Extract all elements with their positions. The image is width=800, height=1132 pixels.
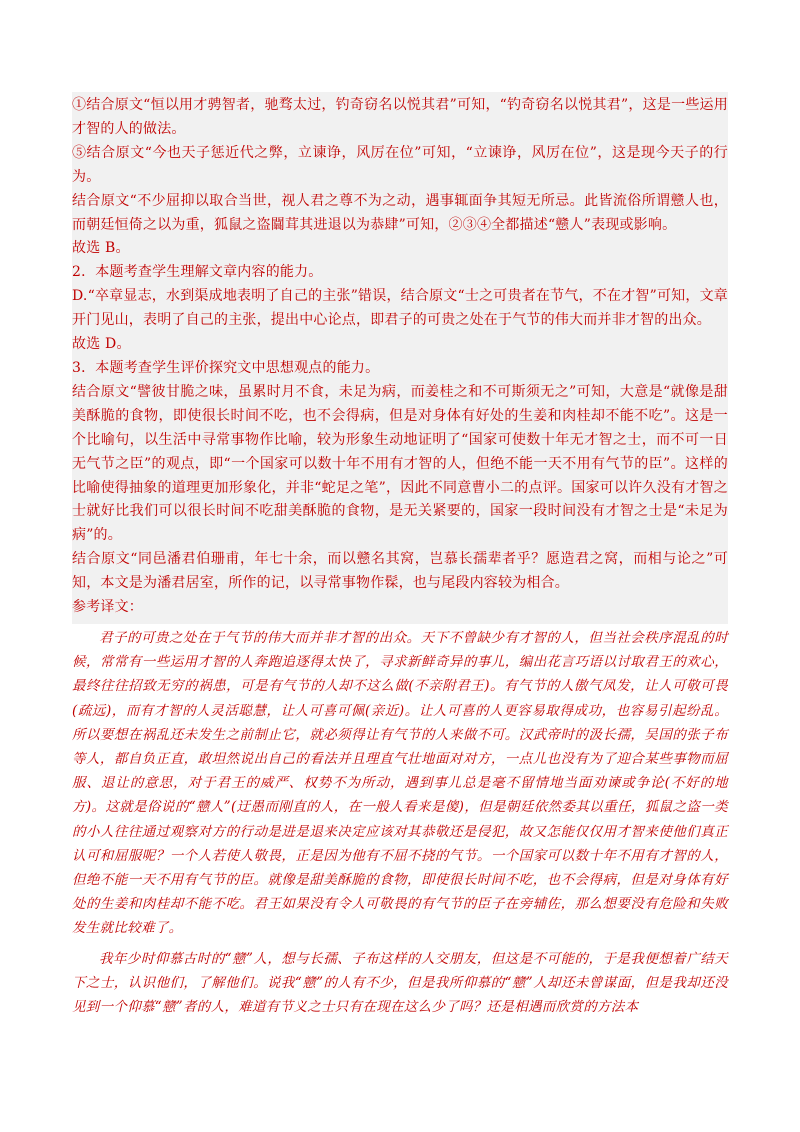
translation-paragraph: 君子的可贵之处在于气节的伟大而并非才智的出众。天下不曾缺少有才智的人，但当社会秩序混乱的时候，常常有一些运用才智的人奔跑追逐得太快了，寻求新鲜奇异的事儿，编出花言巧语以讨取君王的欢心，最终往往招致无穷的祸患，可是有气节的人却不这么做(不亲附君王)。有气节的人傲气凤发，让人可敬可畏(疏远)，而有才智的人灵活聪慧，让人可喜可佩(亲近)。让人可喜的人更容易取得成功，也容易引起纷乱。所以要想在祸乱还未发生之前制止它，就必须得让有气节的人来做不可。汉武帝时的汲长孺，吴国的张子布等人，都自负正直，敢坦然说出自己的看法并且理直气壮地面对对方，一点儿也没有为了迎合某些事物而屈服、退让的意思，对于君王的威严、权势不为所动，遇到事儿总是毫不留情地当面劝谏或争论(不好的地方)。这就是俗说的“戆人”(迂愚而刚直的人，在一般人看来是傻)，但是朝廷依然委其以重任，狐鼠之盗一类的小人往往通过观察对方的行动是进是退来决定应该对其恭敬还是侵犯，故又怎能仅仅用才智来使他们真正认可和屈服呢？一个人若使人敬畏，正是因为他有不屈不挠的气节。一个国家可以数十年不用有才智的人，但绝不能一天不用有气节的臣。就像是甜美酥脆的食物，即使很长时间不吃，也不会得病，但是对身体有好处的生姜和肉桂却不能不吃。君王如果没有令人可敬畏的有气节的臣子在旁辅佐，那么想要没有危险和失败发生就比较难了。 [72,629,728,937]
analysis-line: D.“卒章显志，水到渠成地表明了自己的主张”错误，结合原文“士之可贵者在节气，不在才智”可知，文章开门见山，表明了自己的主张，提出中心论点，即君子的可贵之处在于气节的伟大而并非才智的出众。 [72,288,728,329]
document-page [72,92,728,1019]
analysis-line: ⑤结合原文“今也天子惩近代之弊，立谏诤，风厉在位”可知，“立谏诤，风厉在位”，这是现今天子的行为。 [72,144,728,185]
reference-translation [72,626,728,1019]
translation-heading: 参考译文： [72,599,143,616]
analysis-line: 结合原文“同邑潘君伯珊甫，年七十余，而以戆名其窝，岂慕长孺辈者乎？愿造君之窝，而相与论之”可知，本文是为潘君居室，所作的记，以寻常事物作髹，也与尾段内容较为相合。 [72,551,728,592]
answer-line: 故选 D。 [72,336,131,353]
answer-line: 故选 B。 [72,240,130,257]
question-heading: 2．本题考查学生理解文章内容的能力。 [72,264,323,281]
analysis-line: ①结合原文“恒以用才骋智者，驰骛太过，钓奇窃名以悦其君”可知，“钓奇窃名以悦其君”，这是一些运用才智的人的做法。 [72,97,728,137]
analysis-line: 结合原文“不少屈抑以取合当世，视人君之尊不为之动，遇事辄面争其短无所忌。此皆流俗所谓戆人也，而朝廷恒倚之以为重，狐鼠之盗闒茸其进退以为恭肆”可知，②③④全都描述“戆人”表现或影响。 [72,192,728,233]
analysis-line: 结合原文“譬彼甘脆之味，虽累时月不食，未足为病，而姜桂之和不可斯须无之”可知，大意是“就像是甜美酥脆的食物，即使很长时间不吃，也不会得病，但是对身体有好处的生姜和肉桂却不能不吃”。这是一个比喻句，以生活中寻常事物作比喻，较为形象生动地证明了“国家可使数十年无才智之士，而不可一日无气节之臣”的观点，即“一个国家可以数十年不用有才智的人，但绝不能一天不用有气节的臣”。这样的比喻使得抽象的道理更加形象化，并非“蛇足之笔”，因此不同意曹小二的点评。国家可以许久没有才智之士就好比我们可以很长时间不吃甜美酥脆的食物，是无关紧要的，国家一段时间没有才智之士是“未足为病”的。 [72,383,728,544]
question-heading: 3．本题考查学生评价探究文中思想观点的能力。 [72,359,380,376]
answer-analysis [72,92,728,624]
translation-paragraph: 我年少时仰慕古时的“戆”人，想与长孺、子布这样的人交朋友，但这是不可能的，于是我便想着广结天下之士，认识他们，了解他们。说我“戆”的人有不少，但是我所仰慕的“戆”人却还未曾谋面，但是我却还没见到一个仰慕“戆”者的人，难道有节义之士只有在现在这么少了吗？还是相遇而欣赏的方法本 [72,950,728,1015]
